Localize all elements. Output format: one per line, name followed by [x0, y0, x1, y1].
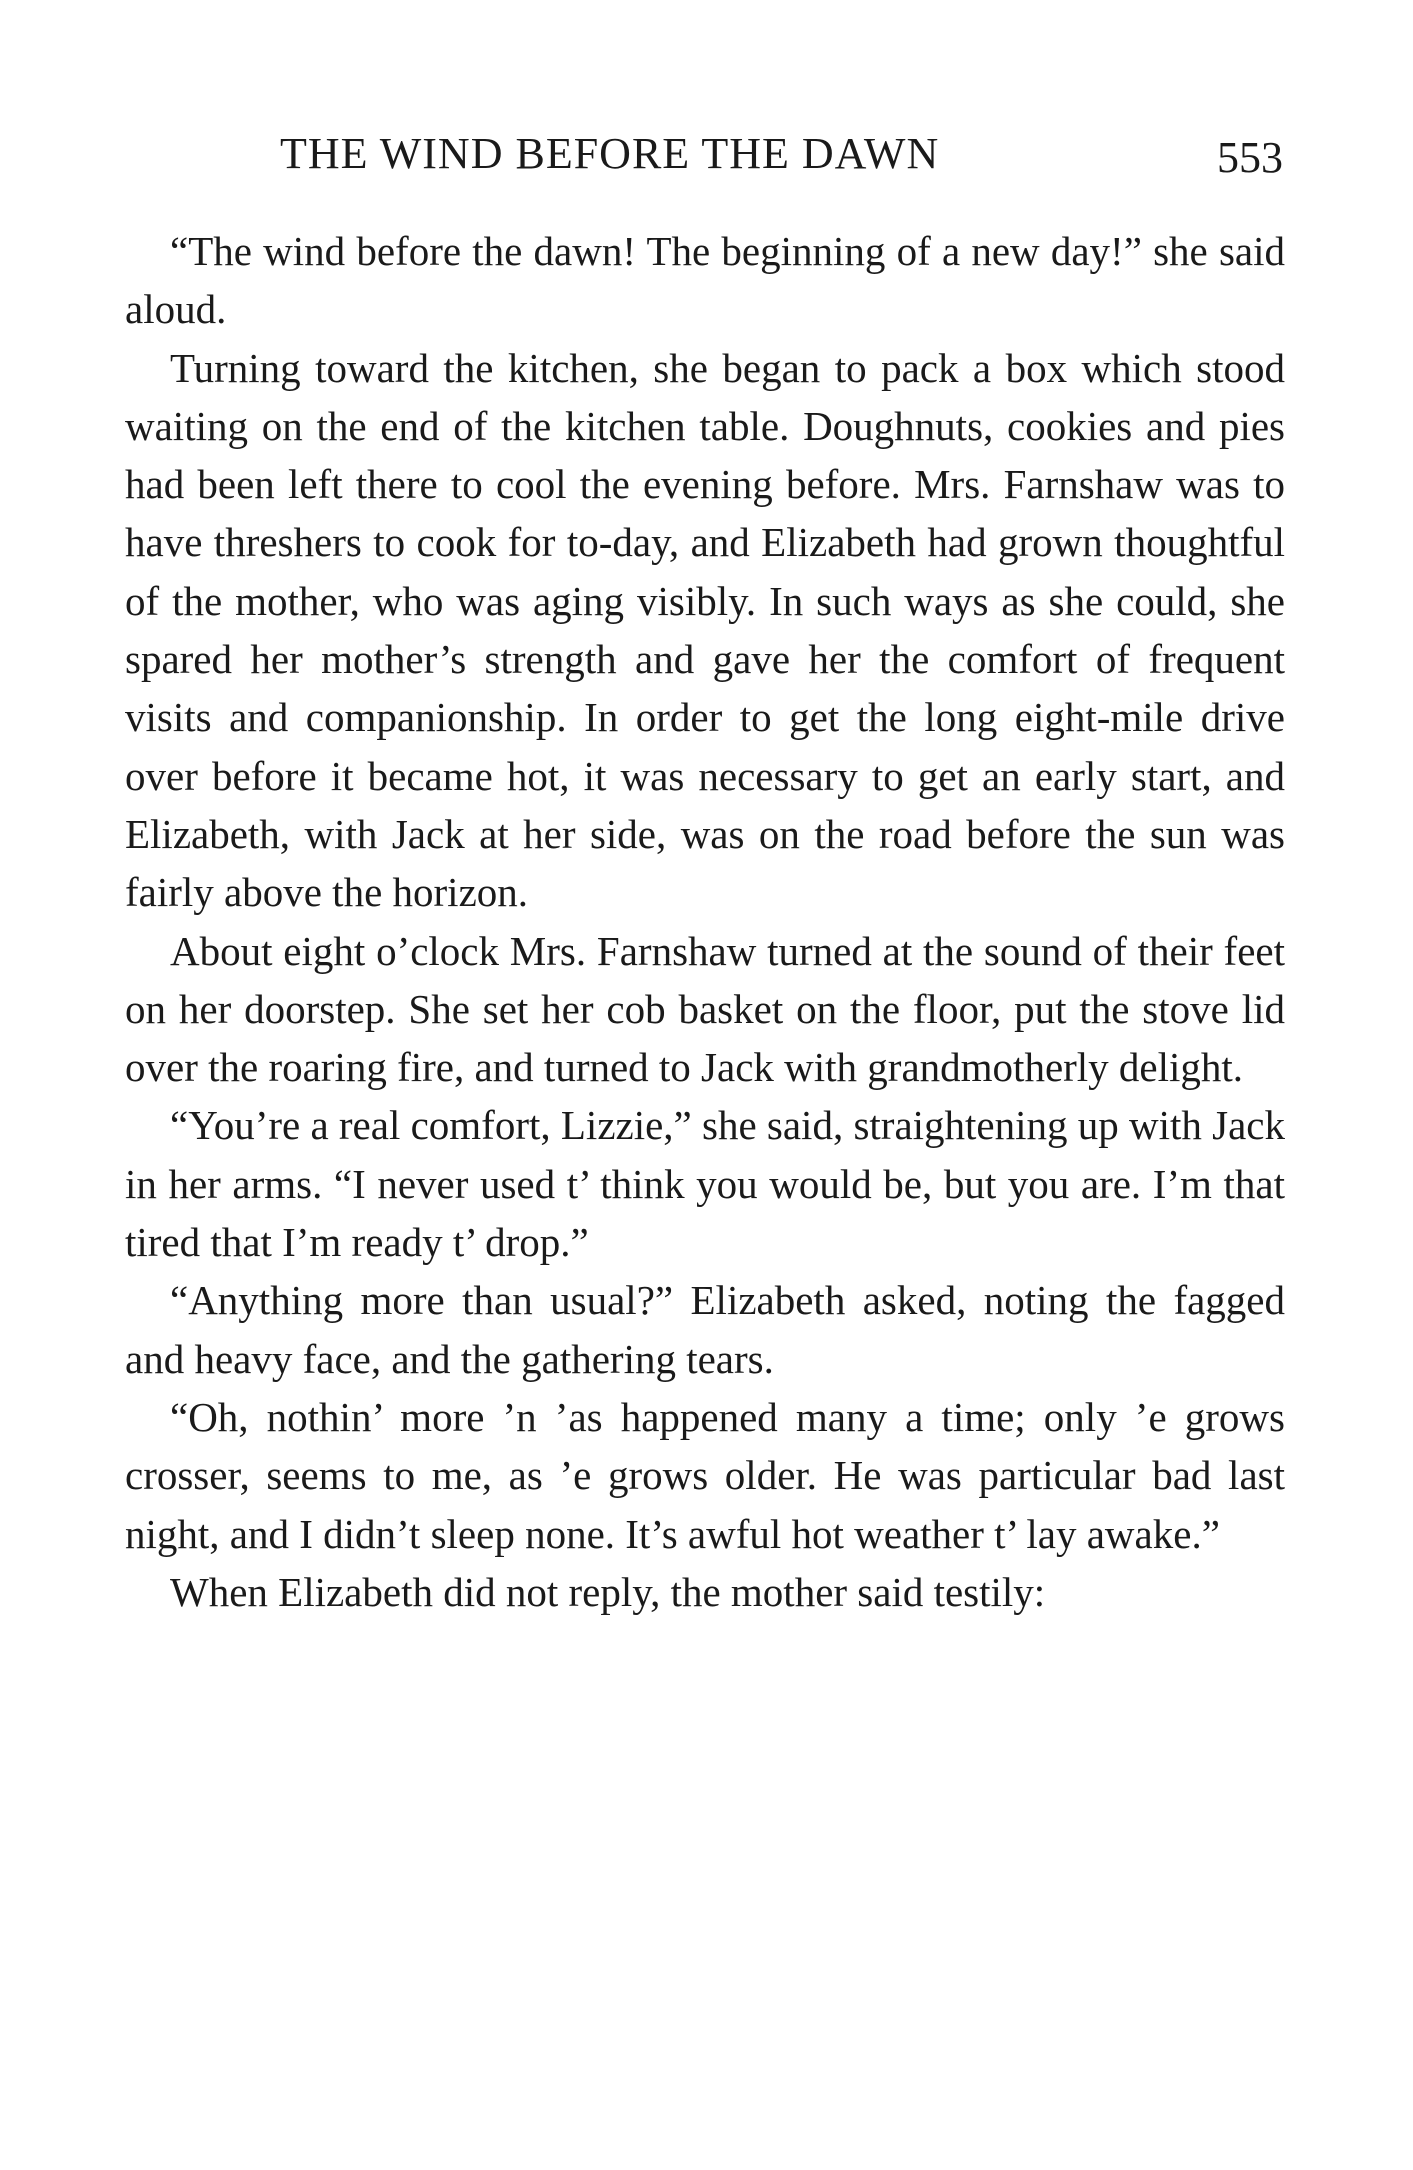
paragraph: “The wind before the dawn! The beginning of a new day!” she said aloud. [125, 228, 1285, 333]
body-text [125, 222, 1285, 1621]
page-number: 553 [1217, 133, 1283, 182]
running-title: THE WIND BEFORE THE DAWN [280, 129, 940, 178]
running-header [125, 128, 1285, 188]
paragraph: About eight o’clock Mrs. Farnshaw turned at the sound of their feet on her doorstep. She set her cob basket on the floor, put the stove lid over the roaring fire, and turned to Jack with grandmotherly delight. [125, 927, 1285, 1091]
paragraph: “You’re a real comfort, Lizzie,” she said, straightening up with Jack in her arms. “I never used t’ think you would be, but you are. I’m that tired that I’m ready t’ drop.” [125, 1102, 1286, 1266]
paragraph-last: When Elizabeth did not reply, the mother said testily: [170, 1568, 1046, 1615]
paragraph: “Anything more than usual?” Elizabeth asked, noting the fagged and heavy face, and the gathering tears. [125, 1277, 1285, 1382]
paragraph: Turning toward the kitchen, she began to pack a box which stood waiting on the end of the kitchen table. Doughnuts, cookies and pies had been left there to cool the evening before. Mrs. Farnshaw was to have threshers to cook for to-day, and Elizabeth had grown thoughtful of the mother, who was aging visibly. In such ways as she could, she spared her mother’s strength and gave her the comfort of frequent visits and companionship. In order to get the long eight-mile drive over before it became hot, it was necessary to get an early start, and Elizabeth, with Jack at her side, was on the road before the sun was fairly above the horizon. [125, 344, 1285, 916]
paragraph: “Oh, nothin’ more ’n ’as happened many a time; only ’e grows crosser, seems to me, as ’e grows older. He was particular bad last night, and I didn’t sleep none. It’s awful hot weather t’ lay awake.” [125, 1393, 1285, 1557]
